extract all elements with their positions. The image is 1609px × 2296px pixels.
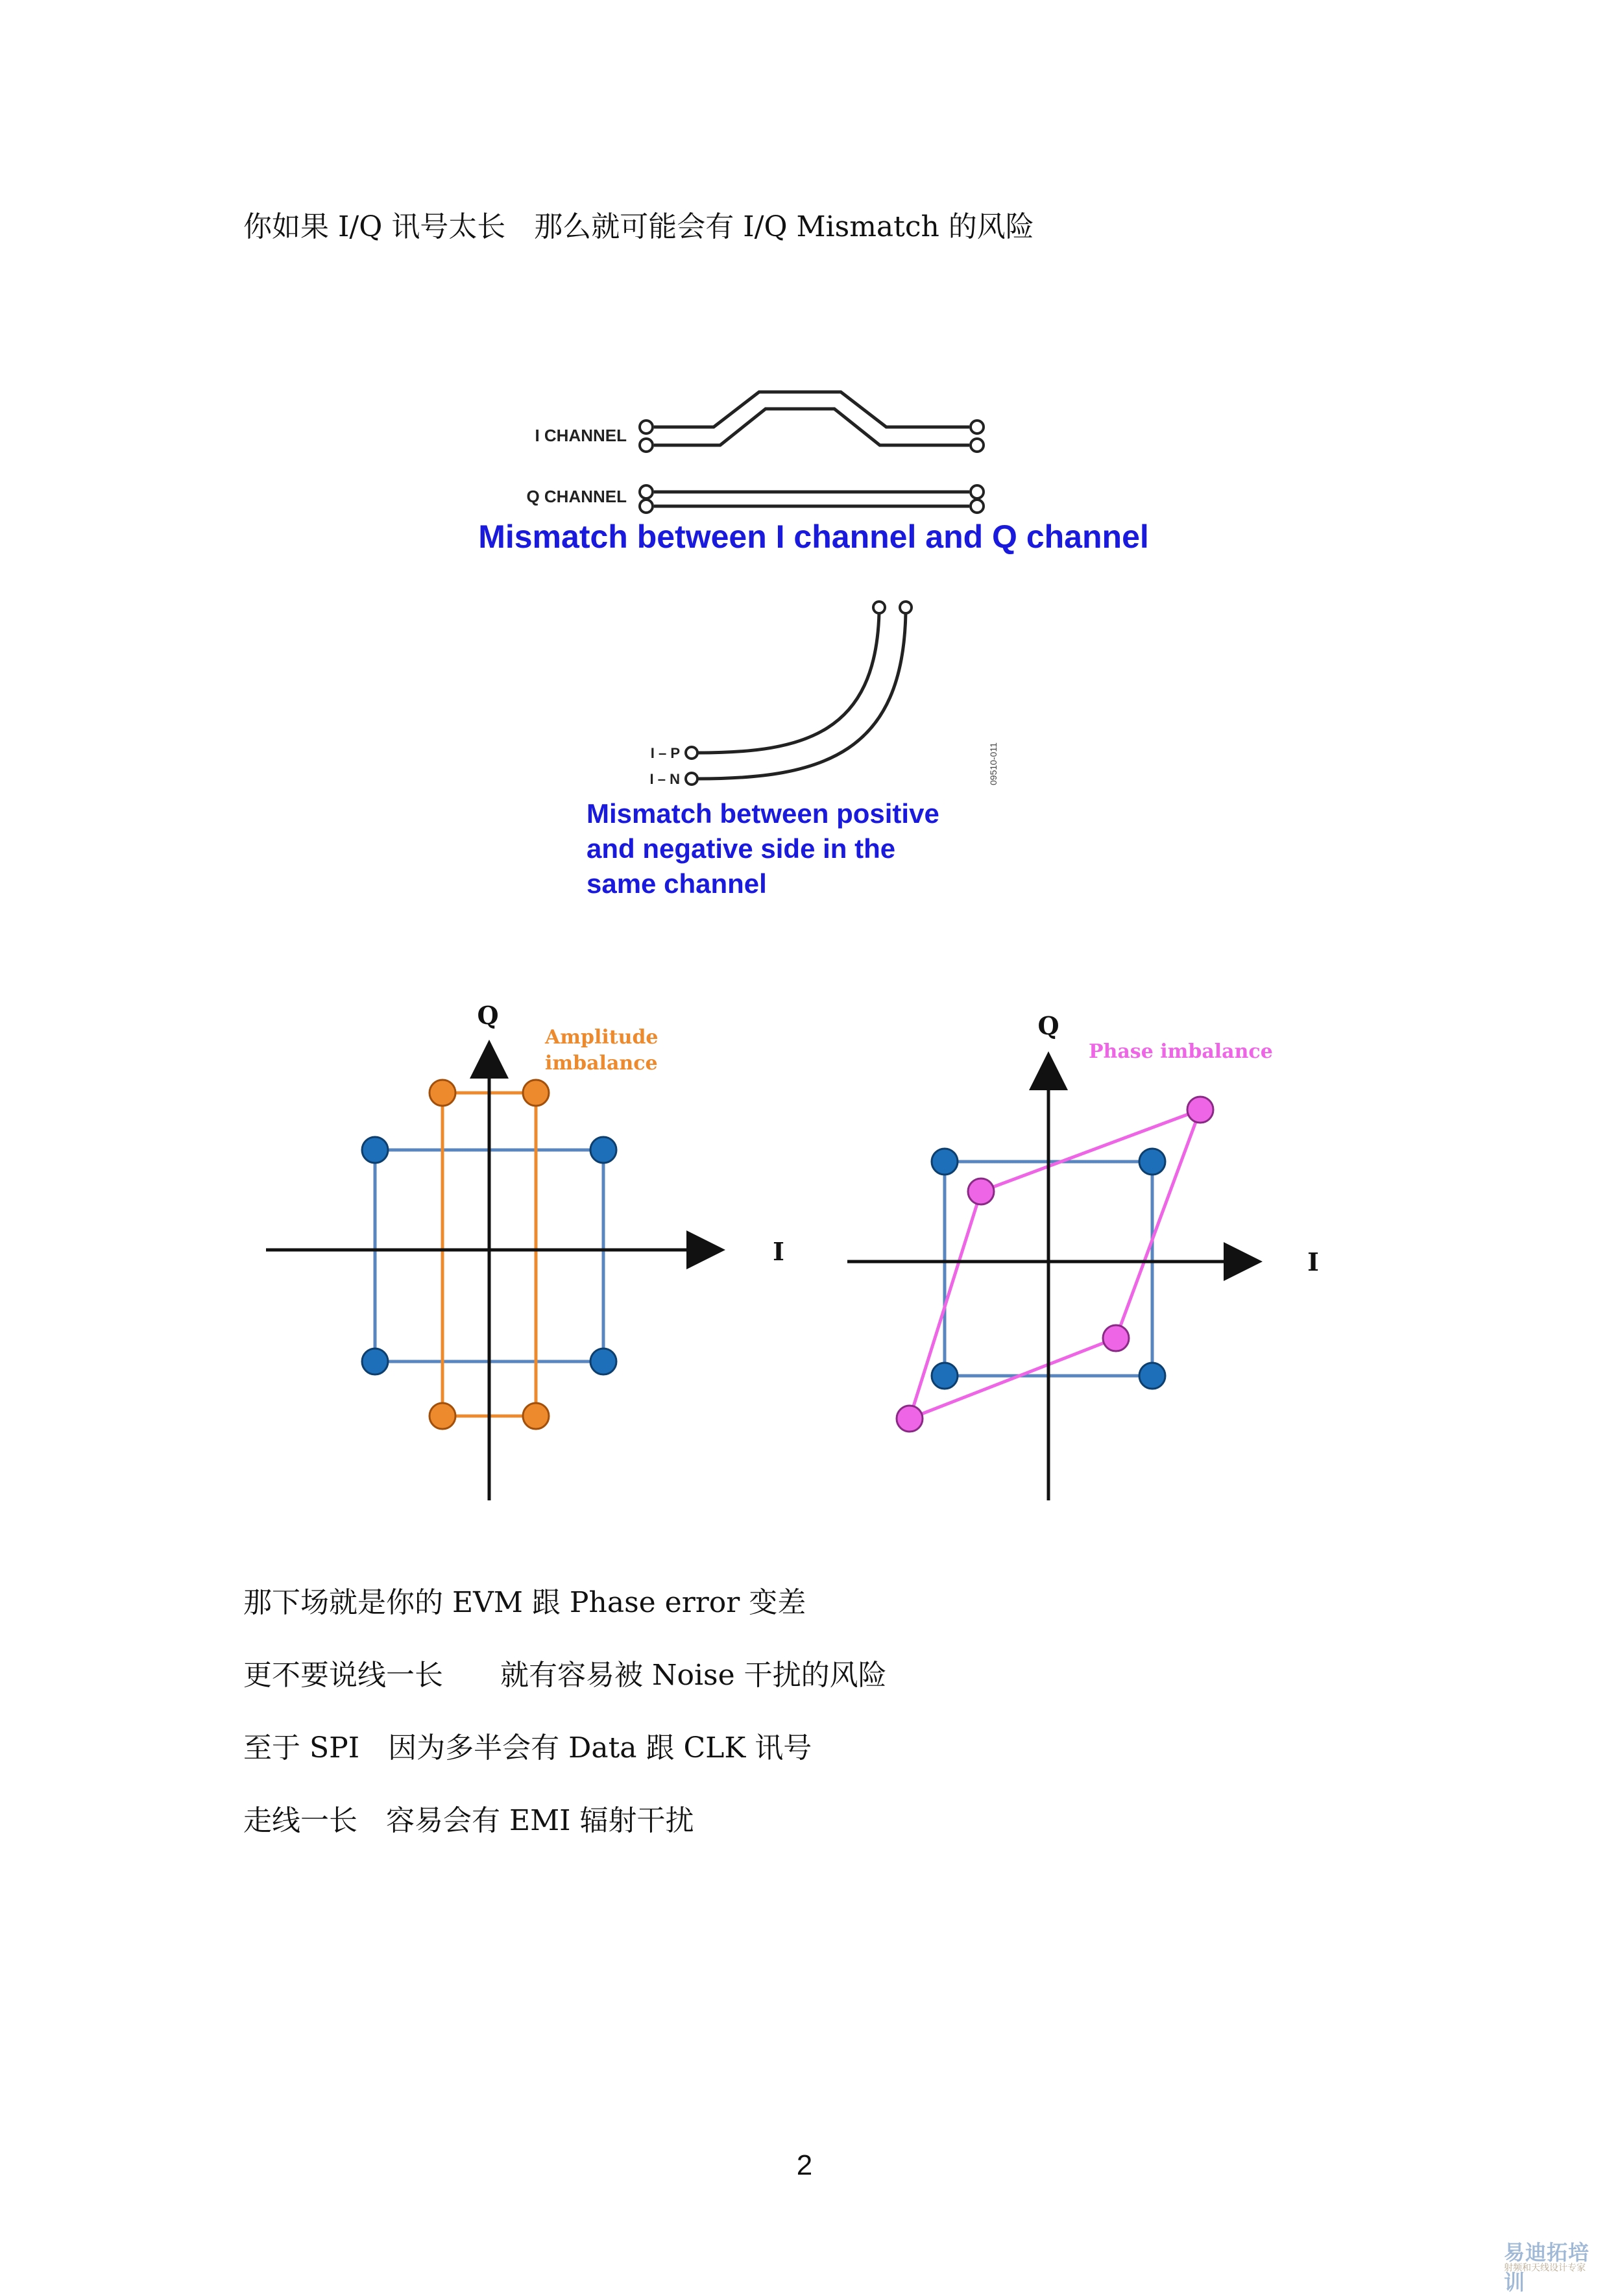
paragraph-spi: 至于 SPI 因为多半会有 Data 跟 CLK 讯号: [243, 1731, 812, 1765]
phase-point: [897, 1406, 923, 1432]
in-label: I – N: [649, 771, 680, 787]
pn-caption-line2: and negative side in the: [587, 833, 896, 864]
q-axis-label: Q: [1037, 1011, 1059, 1040]
amplitude-label-line1: Amplitude: [545, 1026, 659, 1049]
i-channel-label: I CHANNEL: [535, 426, 627, 445]
watermark-logo: 易迪拓培训: [1504, 2240, 1590, 2295]
page-number: 2: [796, 2149, 813, 2181]
intro-paragraph: 你如果 I/Q 讯号太长 那么就可能会有 I/Q Mismatch 的风险: [243, 210, 1034, 243]
q-axis-label: Q: [477, 1001, 499, 1030]
paragraph-noise: 更不要说线一长 就有容易被 Noise 干扰的风险: [243, 1659, 887, 1692]
ideal-point: [1139, 1149, 1165, 1175]
ip-label: I – P: [650, 745, 680, 761]
i-axis-label: I: [1307, 1247, 1319, 1276]
paragraph-emi: 走线一长 容易会有 EMI 辐射干扰: [243, 1804, 694, 1837]
q-channel-label: Q CHANNEL: [526, 487, 627, 506]
ideal-point: [1139, 1363, 1165, 1389]
watermark-subtitle: 射频和天线设计专家: [1504, 2263, 1586, 2273]
figure-id: 09510-011: [988, 742, 998, 785]
phase-point: [968, 1179, 994, 1204]
paragraph-evm: 那下场就是你的 EVM 跟 Phase error 变差: [243, 1586, 806, 1619]
ideal-point: [932, 1363, 958, 1389]
pn-caption-line3: same channel: [587, 868, 767, 899]
ideal-point: [932, 1149, 958, 1175]
phase-point: [1187, 1097, 1213, 1123]
phase-point: [1103, 1325, 1129, 1351]
phase-label: Phase imbalance: [1089, 1040, 1273, 1063]
i-axis-label: I: [773, 1237, 784, 1266]
iq-mismatch-caption: Mismatch between I channel and Q channel: [478, 519, 1149, 555]
pn-caption-line1: Mismatch between positive: [587, 798, 939, 829]
amplitude-label-line2: imbalance: [545, 1052, 658, 1075]
